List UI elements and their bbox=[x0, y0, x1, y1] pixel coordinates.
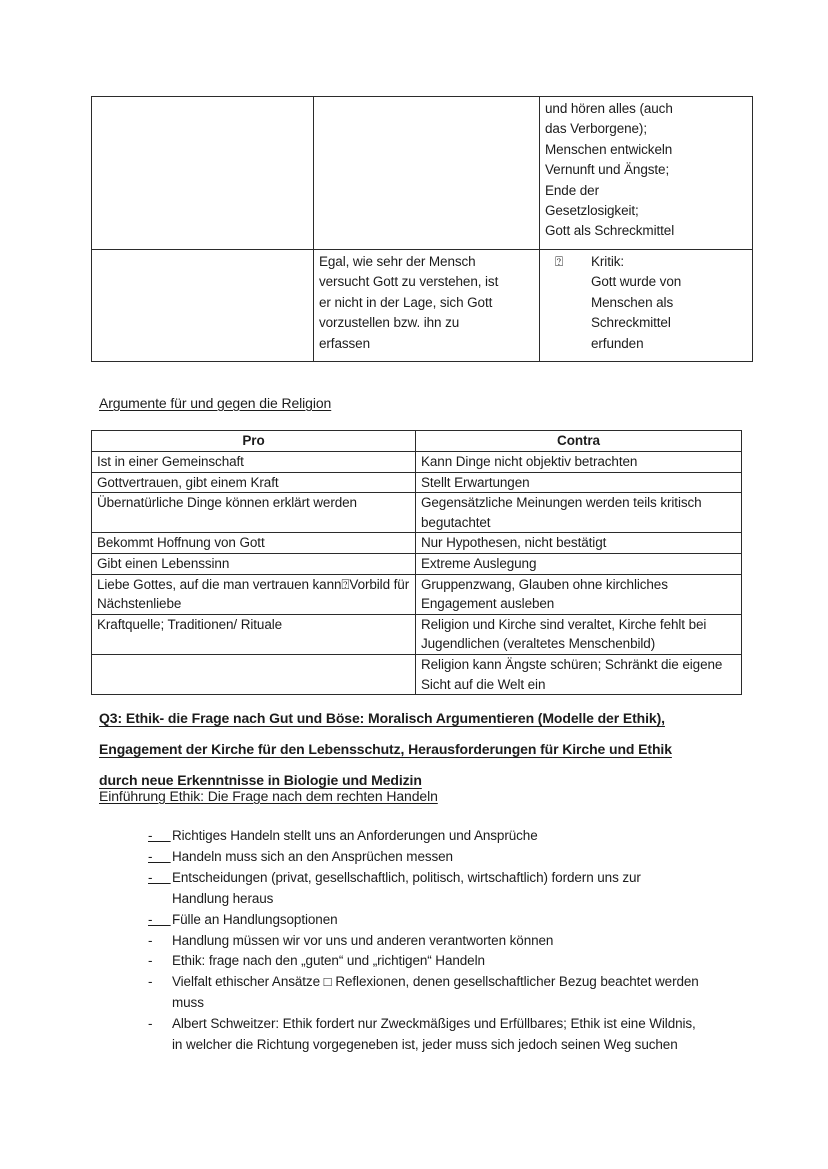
text-line: Gesetzlosigkeit; bbox=[545, 203, 639, 219]
q3-section-heading bbox=[99, 703, 672, 796]
contra-cell: Gruppenzwang, Glauben ohne kirchliches Engagement ausleben bbox=[416, 574, 742, 614]
bullet-text bbox=[172, 951, 788, 972]
contra-cell: Kann Dinge nicht objektiv betrachten bbox=[416, 452, 742, 473]
text-line: erfunden bbox=[591, 335, 644, 351]
table-row bbox=[92, 574, 742, 614]
text-line: Gott wurde von bbox=[591, 274, 682, 290]
table-row bbox=[92, 472, 742, 493]
text-line: Handlung heraus bbox=[172, 890, 274, 906]
empty-cell bbox=[92, 97, 314, 250]
text-line: Entscheidungen (privat, gesellschaftlich, politisch, wirtschaftlich) fordern uns zur bbox=[172, 869, 641, 885]
contra-cell: Gegensätzliche Meinungen werden teils kritisch begutachtet bbox=[416, 493, 742, 533]
text-line: Schreckmittel bbox=[591, 315, 671, 331]
text-line: er nicht in der Lage, sich Gott bbox=[319, 294, 493, 310]
pro-cell: Übernatürliche Dinge können erklärt werden bbox=[92, 493, 416, 533]
text-line: muss bbox=[172, 995, 204, 1011]
bullet-item bbox=[148, 826, 788, 847]
text-line: durch neue Erkenntnisse in Biologie und Medizin bbox=[99, 772, 422, 788]
pro-cell bbox=[92, 654, 416, 694]
text-line: in welcher die Richtung vorgegeneben ist, jeder muss sich jedoch seinen Weg suchen bbox=[172, 1037, 678, 1053]
table-row bbox=[92, 493, 742, 533]
empty-cell bbox=[92, 250, 314, 362]
table-row bbox=[92, 250, 753, 362]
bullet-marker: - bbox=[148, 911, 171, 927]
kritik-bullet bbox=[545, 252, 747, 354]
table-header-row bbox=[92, 431, 742, 452]
table-row bbox=[92, 452, 742, 473]
text-line: Vernunft und Ängste; bbox=[545, 162, 670, 178]
text-line: Q3: Ethik- die Frage nach Gut und Böse: Moralisch Argumentieren (Modelle der Ethik), bbox=[99, 710, 665, 726]
text-line: Handlung müssen wir vor uns und anderen verantworten können bbox=[172, 932, 554, 948]
bullet-text bbox=[172, 847, 788, 868]
kritik-text bbox=[591, 252, 747, 354]
text-line: Fülle an Handlungsoptionen bbox=[172, 911, 338, 927]
god-images-table bbox=[91, 96, 753, 362]
contra-cell: Extreme Auslegung bbox=[416, 553, 742, 574]
text-line: versucht Gott zu verstehen, ist bbox=[319, 274, 499, 290]
text-line: Ende der bbox=[545, 182, 599, 198]
text-line: das Verborgene); bbox=[545, 121, 647, 137]
god-attributes-cell bbox=[540, 97, 753, 250]
table-row bbox=[92, 614, 742, 654]
bullet-marker: - bbox=[148, 828, 171, 843]
ethics-bullet-list bbox=[148, 826, 788, 1056]
text-line: Vielfalt ethischer Ansätze □ Reflexionen, denen gesellschaftlicher Bezug beachtet werden bbox=[172, 974, 699, 990]
table-row bbox=[92, 654, 742, 694]
contra-header: Contra bbox=[416, 431, 742, 452]
text-line: Ethik: frage nach den „guten“ und „richtigen“ Handeln bbox=[172, 953, 485, 969]
bullet-item bbox=[148, 972, 788, 1014]
ethics-intro-heading: Einführung Ethik: Die Frage nach dem rechten Handeln bbox=[99, 788, 438, 804]
text-line: und hören alles (auch bbox=[545, 101, 673, 116]
bullet-text bbox=[172, 910, 788, 931]
kritik-label: Kritik: bbox=[591, 254, 625, 269]
text-line: Menschen entwickeln bbox=[545, 141, 673, 157]
text-line: Albert Schweitzer: Ethik fordert nur Zweckmäßiges und Erfüllbares; Ethik ist eine Wildnis, bbox=[172, 1016, 696, 1032]
pro-cell: Liebe Gottes, auf die man vertrauen kann⍰Vorbild für Nächstenliebe bbox=[92, 574, 416, 614]
bullet-marker: - bbox=[148, 848, 171, 864]
text-line: erfassen bbox=[319, 335, 370, 351]
kritik-body-lines bbox=[591, 272, 747, 354]
bullet-item bbox=[148, 951, 788, 972]
pro-cell: Gottvertrauen, gibt einem Kraft bbox=[92, 472, 416, 493]
text-line: Menschen als bbox=[591, 294, 674, 310]
pro-cell: Ist in einer Gemeinschaft bbox=[92, 452, 416, 473]
bullet-item bbox=[148, 868, 788, 910]
bullet-item bbox=[148, 847, 788, 868]
bullet-marker: - bbox=[148, 869, 171, 885]
bullet-marker: - bbox=[148, 953, 153, 969]
pro-header: Pro bbox=[92, 431, 416, 452]
bullet-text bbox=[172, 972, 788, 1014]
bullet-text bbox=[172, 1014, 788, 1056]
text-line: Richtiges Handeln stellt uns an Anforderungen und Ansprüche bbox=[172, 828, 538, 843]
bullet-marker: - bbox=[148, 1016, 153, 1032]
text-line: Engagement der Kirche für den Lebensschutz, Herausforderungen für Kirche und Ethik bbox=[99, 741, 672, 757]
bullet-item bbox=[148, 910, 788, 931]
text-line: vorzustellen bzw. ihn zu bbox=[319, 315, 460, 331]
missing-glyph-icon: ⍰ bbox=[555, 254, 563, 270]
bullet-marker: - bbox=[148, 974, 153, 990]
bullet-item bbox=[148, 1014, 788, 1056]
bullet-text bbox=[172, 931, 788, 952]
pro-cell: Kraftquelle; Traditionen/ Rituale bbox=[92, 614, 416, 654]
kritik-cell bbox=[540, 250, 753, 362]
bullet-text bbox=[172, 826, 788, 847]
contra-cell: Stellt Erwartungen bbox=[416, 472, 742, 493]
god-understanding-cell bbox=[314, 250, 540, 362]
contra-cell: Religion kann Ängste schüren; Schränkt die eigene Sicht auf die Welt ein bbox=[416, 654, 742, 694]
table-row bbox=[92, 553, 742, 574]
table-row bbox=[92, 97, 753, 250]
table-row bbox=[92, 533, 742, 554]
arguments-section-heading: Argumente für und gegen die Religion bbox=[99, 395, 332, 411]
bullet-item bbox=[148, 931, 788, 952]
text-line: Gott als Schreckmittel bbox=[545, 223, 675, 239]
text-line: Egal, wie sehr der Mensch bbox=[319, 254, 476, 269]
pro-cell: Bekommt Hoffnung von Gott bbox=[92, 533, 416, 554]
text-line: Handeln muss sich an den Ansprüchen messen bbox=[172, 848, 453, 864]
empty-cell bbox=[314, 97, 540, 250]
pro-cell: Gibt einen Lebenssinn bbox=[92, 553, 416, 574]
contra-cell: Religion und Kirche sind veraltet, Kirche fehlt bei Jugendlichen (veraltetes Menschenbild) bbox=[416, 614, 742, 654]
bullet-text bbox=[172, 868, 788, 910]
contra-cell: Nur Hypothesen, nicht bestätigt bbox=[416, 533, 742, 554]
bullet-marker: - bbox=[148, 932, 153, 948]
pro-contra-table bbox=[91, 430, 742, 695]
